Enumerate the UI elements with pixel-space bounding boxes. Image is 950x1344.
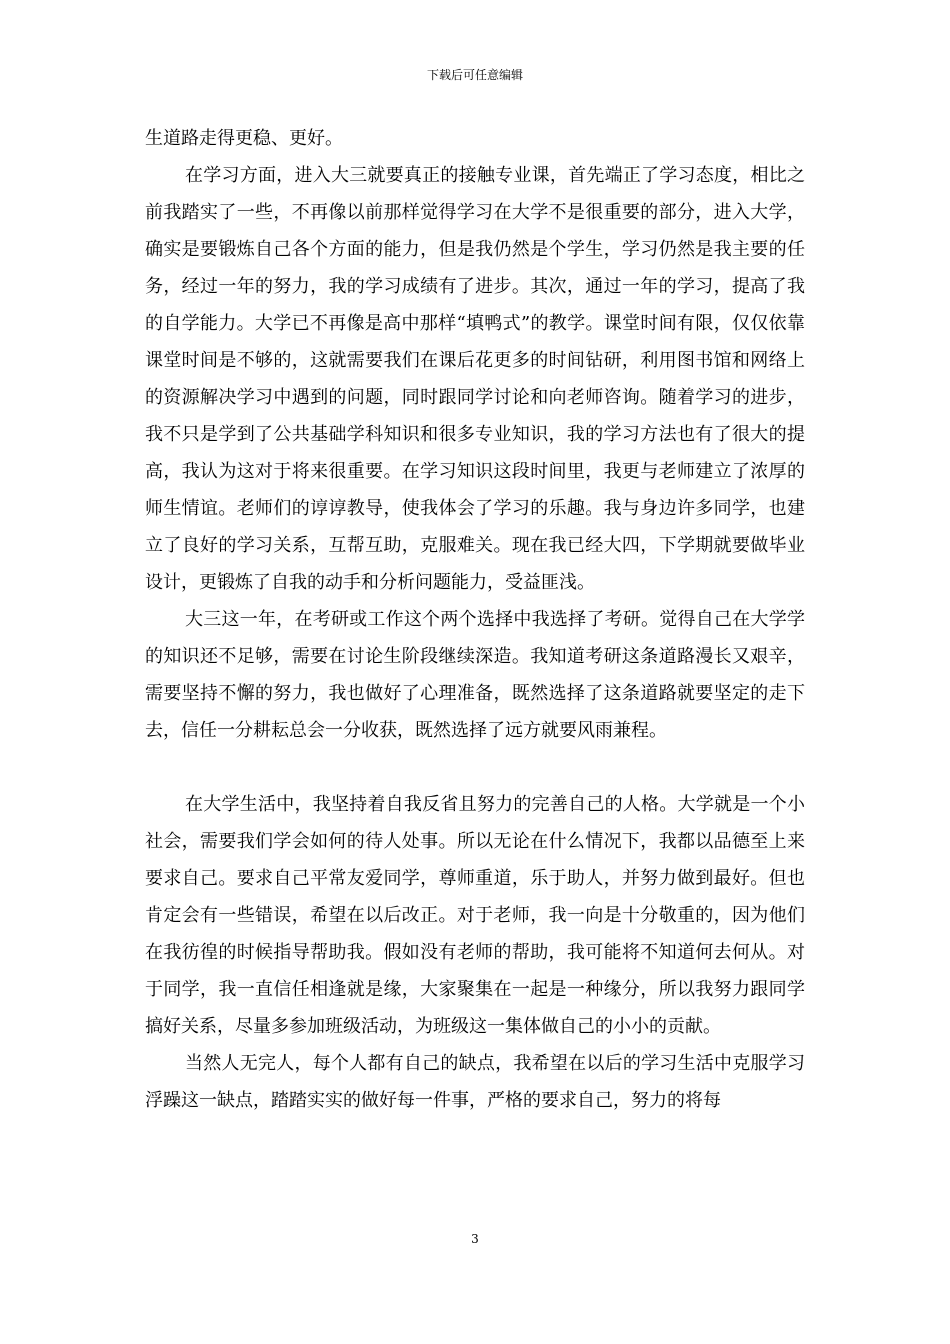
page-number: 3 [471, 1232, 479, 1246]
paragraph-continuation: 生道路走得更稳、更好。 [145, 128, 343, 149]
document-body [145, 120, 805, 1119]
page-header: 下载后可任意编辑 [426, 68, 523, 82]
paragraph-shortcomings: 当然人无完人，每个人都有自己的缺点，我希望在以后的学习生活中克服学习浮躁这一缺点，踏踏实实的做好每一件事，严格的要求自己，努力的将每 [145, 1053, 805, 1111]
paragraph-life: 在大学生活中，我坚持着自我反省且努力的完善自己的人格。大学就是一个小社会，需要我们学会如何的待人处事。所以无论在什么情况下，我都以品德至上来要求自己。要求自己平常友爱同学，尊师重道，乐于助人，并努力做到最好。但也肯定会有一些错误，希望在以后改正。对于老师，我一向是十分敬重的，因为他们在我彷徨的时候指导帮助我。假如没有老师的帮助，我可能将不知道何去何从。对于同学，我一直信任相逢就是缘，大家聚集在一起是一种缘分，所以我努力跟同学搞好关系，尽量多参加班级活动，为班级这一集体做自己的小小的贡献。 [145, 794, 805, 1037]
paragraph-postgraduate: 大三这一年，在考研或工作这个两个选择中我选择了考研。觉得自己在大学学的知识还不足够，需要在讨论生阶段继续深造。我知道考研这条道路漫长又艰辛，需要坚持不懈的努力，我也做好了心理准备，既然选择了这条道路就要坚定的走下去，信任一分耕耘总会一分收获，既然选择了远方就要风雨兼程。 [145, 609, 805, 741]
paragraph-study: 在学习方面，进入大三就要真正的接触专业课，首先端正了学习态度，相比之前我踏实了一些，不再像以前那样觉得学习在大学不是很重要的部分，进入大学，确实是要锻炼自己各个方面的能力，但是我仍然是个学生，学习仍然是我主要的任务，经过一年的努力，我的学习成绩有了进步。其次，通过一年的学习，提高了我的自学能力。大学已不再像是高中那样“填鸭式”的教学。课堂时间有限，仅仅依靠课堂时间是不够的，这就需要我们在课后花更多的时间钻研，利用图书馆和网络上的资源解决学习中遇到的问题，同时跟同学讨论和向老师咨询。随着学习的进步，我不只是学到了公共基础学科知识和很多专业知识，我的学习方法也有了很大的提高，我认为这对于将来很重要。在学习知识这段时间里，我更与老师建立了浓厚的师生情谊。老师们的谆谆教导，使我体会了学习的乐趣。我与身边许多同学，也建立了良好的学习关系，互帮互助，克服难关。现在我已经大四，下学期就要做毕业设计，更锻炼了自我的动手和分析问题能力，受益匪浅。 [145, 165, 805, 593]
